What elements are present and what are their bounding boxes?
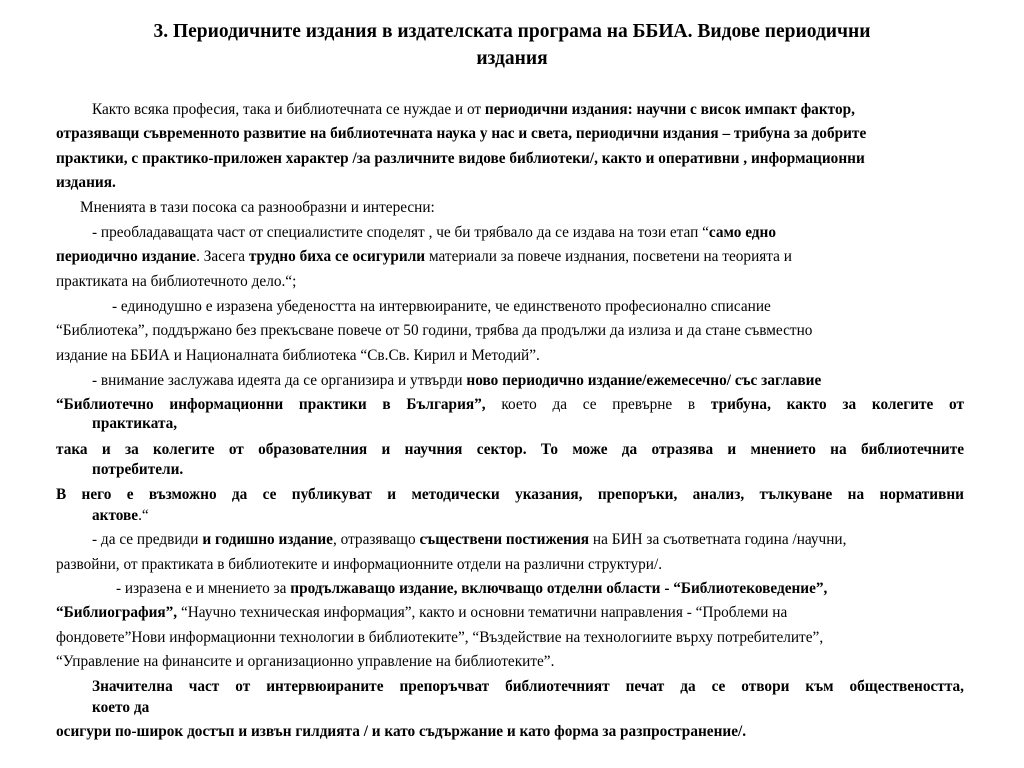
- p4-line-1: - единодушно е изразена убедеността на интервюираните, че единственото професионално списание: [112, 298, 771, 315]
- p5-line-1: - внимание заслужава идеята да се организира и утвърди ново периодично издание/ежемесечно/ със заглавие: [92, 372, 822, 389]
- p5-line-4: така и за колегите от образователния и научния сектор. То може да отразява и мнението на библиотечните: [56, 441, 964, 458]
- p5-line-5: потребители.: [92, 461, 184, 478]
- p3-line-3: практиката на библиотечното дело.“;: [56, 273, 297, 290]
- p1-line-2: отразяващи съвременното развитие на библиотечната наука у нас и света, периодични издания – трибуна за добрите: [56, 125, 867, 142]
- p5-line-2: “Библиотечно информационни практики в България”, което да се превърне в трибуна, както за колегите от: [56, 396, 964, 413]
- title-line-2: издания: [476, 48, 548, 69]
- page-title: [80, 18, 944, 72]
- p3-line-1: - преобладаващата част от специалистите споделят , че би трябвало да се издава на този етап “само едно: [92, 224, 776, 241]
- p7-line-1: - изразена е и мнението за продължаващо издание, включващо отделни области - “Библиотековедение”,: [116, 580, 828, 597]
- p4-line-2: “Библиотека”, поддържано без прекъсване повече от 50 години, трябва да продължи да излиза и да стане съвместно: [56, 322, 813, 339]
- p6-line-1: - да се предвиди и годишно издание, отразяващо съществени постижения на БИН за съответната година /научни,: [92, 531, 847, 548]
- p7-line-4: “Управление на финансите и организационно управление на библиотеките”.: [56, 653, 555, 670]
- p8-line-1: Значителна част от интервюираните препоръчват библиотечният печат да се отвори към обществеността,: [92, 678, 964, 695]
- p7-line-2: “Библиография”, “Научно техническая информация”, както и основни тематични направления - “Проблеми на: [56, 604, 788, 621]
- p7-line-3: фондовете”Нови информационни технологии в библиотеките”, “Въздействие на технологиите върху потребителите”,: [56, 629, 824, 646]
- p1-line-3: практики, с практико-приложен характер /за различните видове библиотеки/, както и оперативни , информационни: [56, 150, 865, 167]
- p5-line-7: актове.“: [92, 507, 149, 524]
- p5-line-6: В него е възможно да се публикуват и методически указания, препоръки, анализ, тълкуване на нормативни: [56, 486, 964, 503]
- p1-line-1: Както всяка професия, така и библиотечната се нуждае и от периодични издания: научни с висок импакт фактор,: [92, 101, 855, 118]
- p6-line-2: развойни, от практиката в библиотеките и информационните отдели на различни структури/.: [56, 556, 663, 573]
- p8-line-2: което да: [92, 699, 150, 716]
- p1-line-4: издания.: [56, 174, 116, 191]
- p5-line-3: практиката,: [92, 415, 178, 432]
- p3-line-2: периодично издание. Засега трудно биха се осигурили материали за повече изднания, посветени на теорията и: [56, 248, 792, 265]
- p2-line-1: Мненията в тази посока са разнообразни и интересни:: [80, 199, 435, 216]
- p4-line-3: издание на ББИА и Националната библиотека “Св.Св. Кирил и Методий”.: [56, 347, 540, 364]
- p8-line-3: осигури по-широк достъп и извън гилдията / и като съдържание и като форма за разпространение/.: [56, 723, 747, 740]
- title-line-1: 3. Периодичните издания в издателската програма на ББИА. Видове периодични: [153, 21, 871, 42]
